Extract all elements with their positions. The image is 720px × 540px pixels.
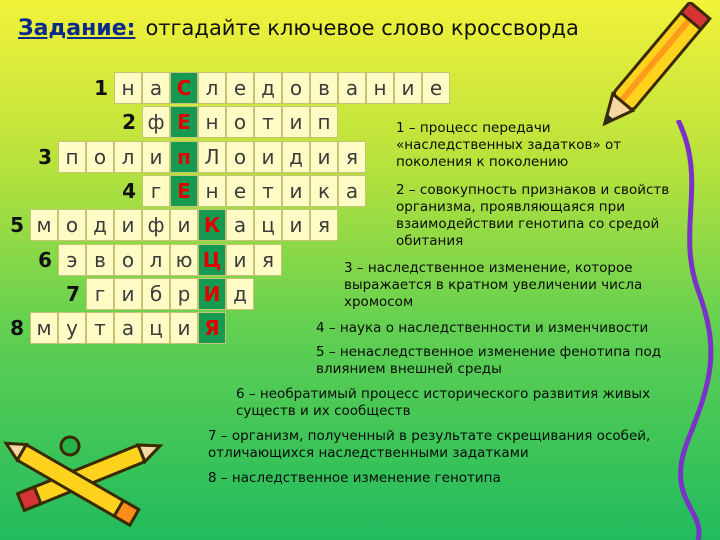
letter-cell[interactable]: е: [226, 72, 254, 104]
key-cell[interactable]: С: [170, 72, 198, 104]
letter-cell[interactable]: д: [226, 278, 254, 310]
row-number: 7: [66, 282, 80, 306]
letter-cell[interactable]: а: [338, 175, 366, 207]
letter-cell[interactable]: о: [114, 244, 142, 276]
clue-1: 1 – процесс передачи «наследственных задатков» от поколения к поколению: [396, 120, 622, 170]
letter-cell[interactable]: б: [142, 278, 170, 310]
letter-cell[interactable]: о: [282, 72, 310, 104]
letter-cell[interactable]: н: [198, 106, 226, 138]
letter-cell[interactable]: п: [58, 141, 86, 173]
letter-cell[interactable]: л: [142, 244, 170, 276]
letter-cell[interactable]: и: [394, 72, 422, 104]
letter-cell[interactable]: ф: [142, 106, 170, 138]
letter-cell[interactable]: ц: [142, 312, 170, 344]
key-cell[interactable]: И: [198, 278, 226, 310]
key-cell[interactable]: п: [170, 141, 198, 173]
key-cell[interactable]: Ц: [198, 244, 226, 276]
letter-cell[interactable]: ф: [142, 209, 170, 241]
letter-cell[interactable]: и: [254, 141, 282, 173]
row-number: 8: [10, 316, 24, 340]
letter-cell[interactable]: е: [226, 175, 254, 207]
letter-cell[interactable]: и: [226, 244, 254, 276]
clue-6: 6 – необратимый процесс исторического развития живых существ и их сообществ: [236, 386, 651, 419]
letter-cell[interactable]: к: [310, 175, 338, 207]
letter-cell[interactable]: а: [226, 209, 254, 241]
key-cell[interactable]: Е: [170, 175, 198, 207]
clue-5: 5 – ненаследственное изменение фенотипа под влиянием внешней среды: [316, 344, 662, 377]
key-cell[interactable]: К: [198, 209, 226, 241]
letter-cell[interactable]: и: [142, 141, 170, 173]
letter-cell[interactable]: е: [422, 72, 450, 104]
letter-cell[interactable]: о: [58, 209, 86, 241]
letter-cell[interactable]: н: [366, 72, 394, 104]
letter-cell[interactable]: р: [170, 278, 198, 310]
row-number: 2: [122, 110, 136, 134]
clue-4: 4 – наука о наследственности и изменчивости: [316, 320, 649, 336]
letter-cell[interactable]: г: [86, 278, 114, 310]
letter-cell[interactable]: а: [142, 72, 170, 104]
letter-cell[interactable]: и: [114, 209, 142, 241]
letter-cell[interactable]: л: [198, 72, 226, 104]
letter-cell[interactable]: л: [114, 141, 142, 173]
letter-cell[interactable]: д: [86, 209, 114, 241]
letter-cell[interactable]: п: [310, 106, 338, 138]
letter-cell[interactable]: о: [226, 106, 254, 138]
letter-cell[interactable]: в: [86, 244, 114, 276]
letter-cell[interactable]: т: [86, 312, 114, 344]
title-text: отгадайте ключевое слово кроссворда: [145, 16, 579, 40]
page-title: [18, 16, 579, 41]
row-number: 1: [94, 76, 108, 100]
letter-cell[interactable]: о: [226, 141, 254, 173]
letter-cell[interactable]: и: [114, 278, 142, 310]
row-number: 3: [38, 145, 52, 169]
letter-cell[interactable]: т: [254, 106, 282, 138]
letter-cell[interactable]: я: [310, 209, 338, 241]
letter-cell[interactable]: н: [198, 175, 226, 207]
row-number: 4: [122, 179, 136, 203]
clue-7: 7 – организм, полученный в результате скрещивания особей, отличающихся наследственными задатками: [208, 428, 651, 461]
clue-2: 2 – совокупность признаков и свойств организма, проявляющаяся при взаимодействии генотипа со средой обитания: [396, 182, 670, 249]
letter-cell[interactable]: а: [114, 312, 142, 344]
letter-cell[interactable]: н: [114, 72, 142, 104]
letter-cell[interactable]: и: [282, 209, 310, 241]
key-cell[interactable]: Я: [198, 312, 226, 344]
letter-cell[interactable]: и: [170, 312, 198, 344]
squiggle-line: [668, 120, 720, 540]
clue-8: 8 – наследственное изменение генотипа: [208, 470, 501, 486]
letter-cell[interactable]: я: [338, 141, 366, 173]
clue-3: 3 – наследственное изменение, которое выражается в кратном увеличении числа хромосом: [344, 260, 643, 310]
row-number: 5: [10, 213, 24, 237]
letter-cell[interactable]: ю: [170, 244, 198, 276]
letter-cell[interactable]: д: [282, 141, 310, 173]
pencils-icon: [0, 432, 180, 540]
letter-cell[interactable]: Л: [198, 141, 226, 173]
letter-cell[interactable]: д: [254, 72, 282, 104]
letter-cell[interactable]: в: [310, 72, 338, 104]
letter-cell[interactable]: ц: [254, 209, 282, 241]
letter-cell[interactable]: и: [170, 209, 198, 241]
letter-cell[interactable]: г: [142, 175, 170, 207]
letter-cell[interactable]: и: [282, 106, 310, 138]
letter-cell[interactable]: м: [30, 209, 58, 241]
letter-cell[interactable]: т: [254, 175, 282, 207]
letter-cell[interactable]: у: [58, 312, 86, 344]
letter-cell[interactable]: а: [338, 72, 366, 104]
letter-cell[interactable]: и: [310, 141, 338, 173]
letter-cell[interactable]: э: [58, 244, 86, 276]
letter-cell[interactable]: я: [254, 244, 282, 276]
letter-cell[interactable]: м: [30, 312, 58, 344]
title-lead: Задание:: [18, 16, 136, 41]
row-number: 6: [38, 248, 52, 272]
letter-cell[interactable]: и: [282, 175, 310, 207]
letter-cell[interactable]: о: [86, 141, 114, 173]
key-cell[interactable]: Е: [170, 106, 198, 138]
